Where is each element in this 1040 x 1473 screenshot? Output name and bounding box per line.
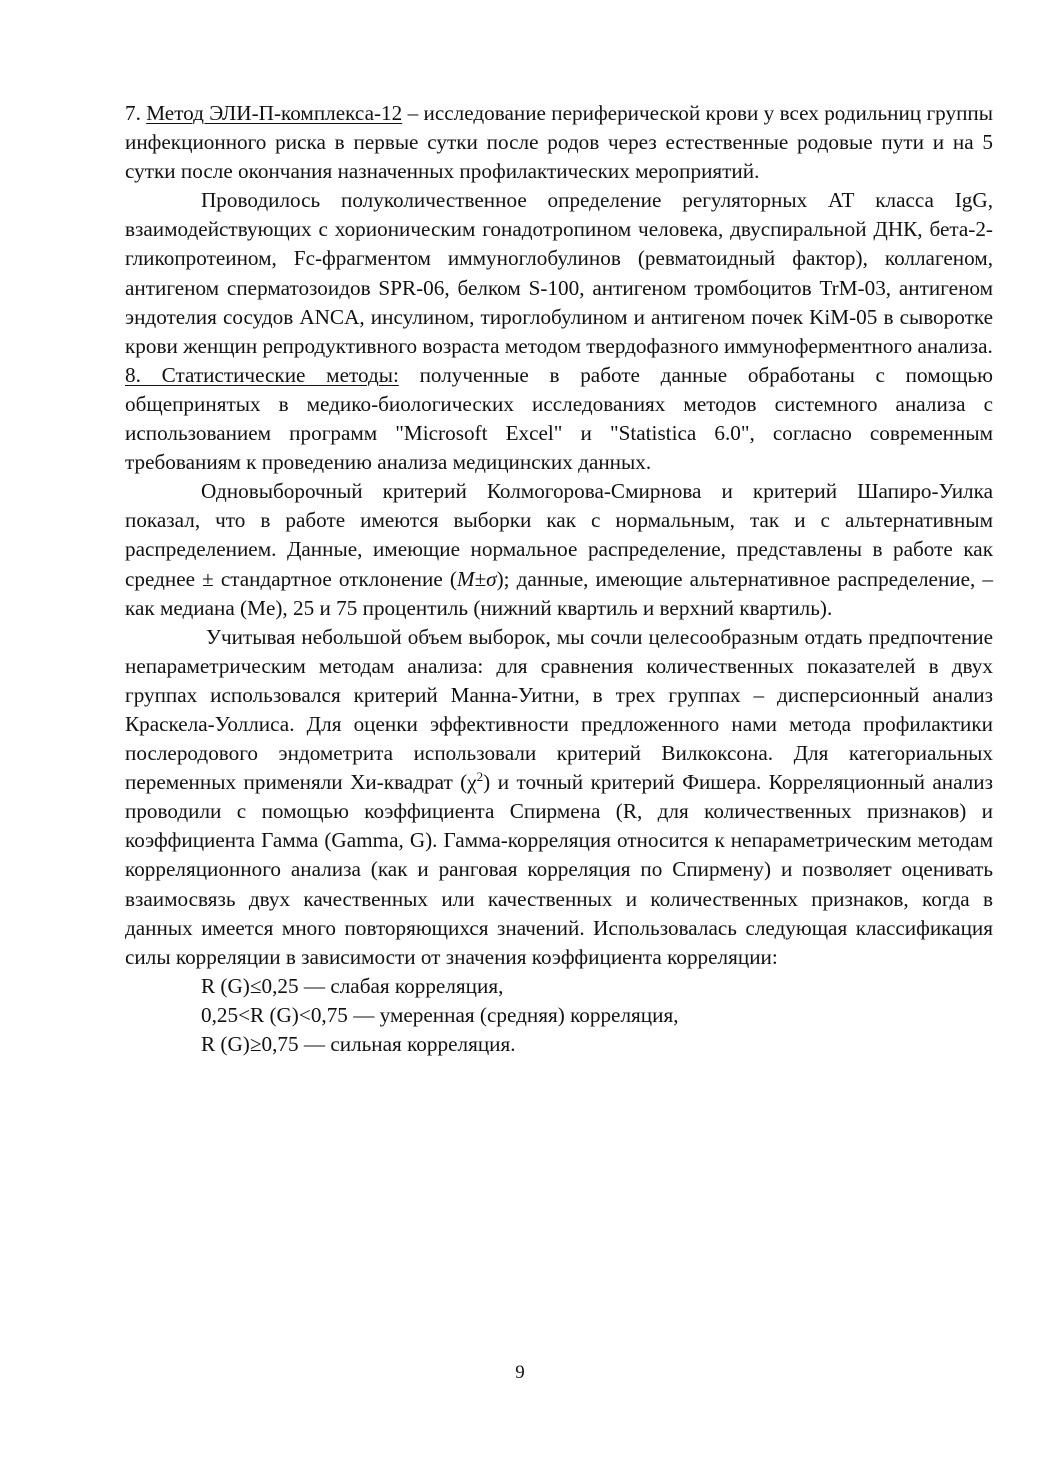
normality-paragraph	[125, 477, 993, 622]
correlation-class-strong: R (G)≥0,75 — сильная корреляция.	[201, 1032, 516, 1056]
section-8-text: полученные в работе данные обработаны с помощью общепринятых в медико-биологических исследованиях методов системного анализа с использованием программ "Microsoft Excel" и "Statistica 6.0", согласно современным требованиям к проведению анализа медицинских данных.	[125, 362, 993, 475]
mean-sd-formula: M±σ	[456, 566, 497, 591]
section-7-paragraph	[125, 99, 993, 186]
normality-text-before: Одновыборочный критерий Колмогорова-Смирнова и критерий Шапиро-Уилка показал, что в работе имеются выборки как с нормальным, так и с альтернативным распределением. Данные, имеющие нормальное распределение, представлены в работе как среднее ± стандартное отклонение (	[125, 479, 993, 591]
correlation-classification-list	[125, 972, 993, 1059]
correlation-class-moderate: 0,25<R (G)<0,75 — умеренная (средняя) корреляция,	[201, 1002, 679, 1027]
page-number: 9	[515, 1362, 525, 1383]
section-7-text: – исследование периферической крови у всех родильниц группы инфекционного риска в первые сутки после родов через естественные родовые пути и на 5 сутки после окончания назначенных профилактических мероприятий.	[125, 101, 993, 184]
correlation-class-weak: R (G)≤0,25 — слабая корреляция,	[201, 973, 504, 998]
section-8-title: 8. Статистические методы:	[125, 362, 399, 387]
section-8-paragraph	[125, 361, 993, 477]
section-7-title: Метод ЭЛИ-П-комплекса-12	[146, 101, 403, 125]
normality-text-after: ); данные, имеющие альтернативное распределение, – как медиана (Me), 25 и 75 процентиль (нижний квартиль и верхний квартиль).	[125, 566, 993, 620]
nonparametric-paragraph	[125, 623, 993, 972]
nonparametric-text-before: Учитывая небольшой объем выборок, мы сочли целесообразным отдать предпочтение непараметрическим методам анализа: для сравнения количественных показателей в двух группах использовался критерий Манна-Уитни, в трех группах – дисперсионный анализ Краскела-Уоллиса. Для оценки эффективности предложенного нами метода профилактики послеродового эндометрита использовали критерий Вилкоксона. Для категориальных переменных применяли Хи-квадрат (χ	[125, 624, 993, 795]
antibodies-paragraph: Проводилось полуколичественное определение регуляторных АТ класса IgG, взаимодействующих с хорионическим гонадотропином человека, двуспиральной ДНК, бета-2-гликопротеином, Fc-фрагментом иммуноглобулинов (ревматоидный фактор), коллагеном, антигеном сперматозоидов SPR-06, белком S-100, антигеном тромбоцитов TrM-03, антигеном эндотелия сосудов ANCA, инсулином, тироглобулином и антигеном почек KiM-05 в сыворотке крови женщин репродуктивного возраста методом твердофазного иммуноферментного анализа.	[125, 188, 993, 358]
nonparametric-text-after: ) и точный критерий Фишера. Корреляционный анализ проводили с помощью коэффициента Спирмена (R, для количественных признаков) и коэффициента Гамма (Gamma, G). Гамма-корреляция относится к непараметрическим методам корреляционного анализа (как и ранговая корреляция по Спирмену) и позволяет оценивать взаимосвязь двух качественных или качественных и количественных признаков, когда в данных имеется много повторяющихся значений. Использовалась следующая классификация силы корреляции в зависимости от значения коэффициента корреляции:	[125, 770, 993, 969]
document-body	[125, 99, 993, 1059]
chi-square-superscript: 2	[476, 769, 484, 785]
section-7-number: 7.	[125, 101, 147, 125]
